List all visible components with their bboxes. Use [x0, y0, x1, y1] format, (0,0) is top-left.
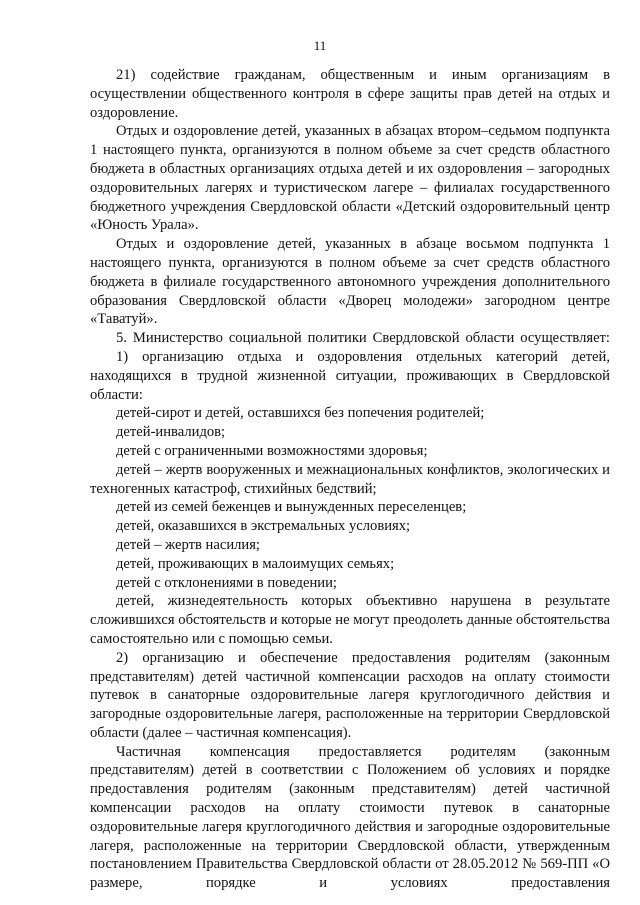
list-item: детей из семей беженцев и вынужденных переселенцев; — [116, 499, 467, 516]
list-item: детей с отклонениями в поведении; — [116, 574, 337, 591]
list-item: детей с ограниченными возможностями здоровья; — [116, 442, 428, 459]
list-item: детей – жертв насилия; — [116, 536, 260, 553]
list-item: детей-сирот и детей, оставшихся без попечения родителей; — [116, 405, 485, 422]
page-number: 11 — [313, 38, 327, 53]
paragraph: 5. Министерство социальной политики Свердловской области осуществляет: — [116, 330, 610, 347]
list-item: детей – жертв вооруженных и межнациональных конфликтов, экологических и техногенных катастроф, стихийных бедствий; — [90, 461, 610, 497]
paragraph: Отдых и оздоровление детей, указанных в абзаце восьмом подпункта 1 настоящего пункта, организуются в полном объеме за счет средств областного бюджета в филиале государственного автономного учреждения дополнительного образования Свердловской области «Дворец молодежи» загородном центре «Таватуй». — [90, 236, 610, 328]
paragraph: 1) организацию отдыха и оздоровления отдельных категорий детей, находящихся в трудной жизненной ситуации, проживающих в Свердловской области: — [90, 348, 610, 403]
paragraph: Частичная компенсация предоставляется родителям (законным представителям) детей в соответствии с Положением об условиях и порядке предоставления родителям (законным представителям) детей частичной компенсации расходов на оплату стоимости путевок в санаторные оздоровительные лагеря круглогодичного действия и загородные оздоровительные лагеря, расположенные на территории Свердловской области, утвержденным постановлением Правительства Свердловской области от 28.05.2012 № 569-ПП «О размере, порядке и условиях предоставления — [90, 743, 610, 892]
paragraph: 2) организацию и обеспечение предоставления родителям (законным представителям) детей частичной компенсации расходов на оплату стоимости путевок в санаторные оздоровительные лагеря круглогодичного действия и загородные оздоровительные лагеря, расположенные на территории Свердловской области (далее – частичная компенсация). — [90, 649, 610, 741]
paragraph: Отдых и оздоровление детей, указанных в абзацах втором–седьмом подпункта 1 настоящего пункта, организуются в полном объеме за счет средств областного бюджета в областных организациях отдыха детей и их оздоровления – загородных оздоровительных лагерях и туристическом лагере – филиалах государственного бюджетного учреждения Свердловской области «Детский оздоровительный центр «Юность Урала». — [90, 123, 610, 234]
list-item: детей, оказавшихся в экстремальных условиях; — [116, 518, 411, 535]
document-body — [90, 66, 610, 893]
list-item: детей-инвалидов; — [116, 424, 226, 441]
list-item: детей, проживающих в малоимущих семьях; — [116, 555, 395, 572]
list-item: детей, жизнедеятельность которых объективно нарушена в результате сложившихся обстоятельств и которые не могут преодолеть данные обстоятельства самостоятельно или с помощью семьи. — [90, 593, 610, 647]
paragraph: 21) содействие гражданам, общественным и иным организациям в осуществлении общественного контроля в сфере защиты прав детей на отдых и оздоровление. — [90, 67, 610, 121]
